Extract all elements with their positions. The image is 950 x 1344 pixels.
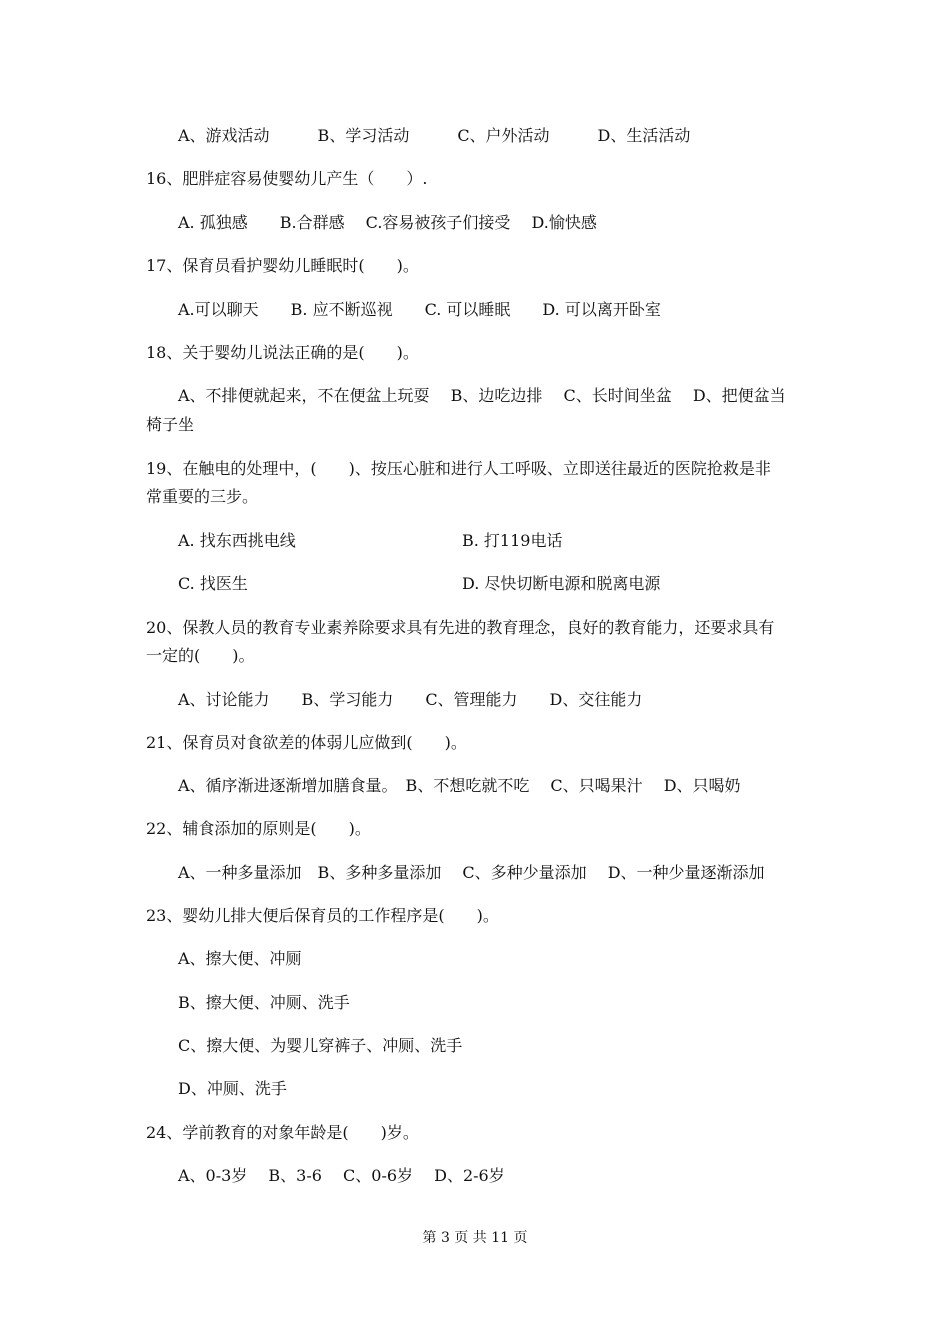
q23-question: 23、婴幼儿排大便后保育员的工作程序是( )。 (146, 906, 499, 925)
q21-options: A、循序渐进逐渐增加膳食量。 B、不想吃就不吃 C、只喝果汁 D、只喝奶 (178, 776, 741, 795)
q19-option-a: A. 找东西挑电线 (178, 531, 296, 550)
q23-option-d: D、冲厕、洗手 (178, 1079, 287, 1098)
q20-question-line2: 一定的( )。 (146, 646, 255, 665)
q19-option-d: D. 尽快切断电源和脱离电源 (462, 574, 661, 593)
q17-question: 17、保育员看护婴幼儿睡眠时( )。 (146, 256, 419, 275)
q18-options-line2: 椅子坐 (146, 415, 195, 434)
q22-options: A、一种多量添加 B、多种多量添加 C、多种少量添加 D、一种少量逐渐添加 (178, 863, 765, 882)
q15-options: A、游戏活动 B、学习活动 C、户外活动 D、生活活动 (178, 126, 691, 145)
q21-question: 21、保育员对食欲差的体弱儿应做到( )。 (146, 733, 467, 752)
q24-question: 24、学前教育的对象年龄是( )岁。 (146, 1123, 419, 1142)
q19-question-line1: 19、在触电的处理中，( )、按压心脏和进行人工呼吸、立即送往最近的医院抢救是非 (146, 459, 771, 478)
q18-question: 18、关于婴幼儿说法正确的是( )。 (146, 343, 419, 362)
q19-option-c: C. 找医生 (178, 574, 248, 593)
q23-option-a: A、擦大便、冲厕 (178, 949, 302, 968)
q17-options: A.可以聊天 B. 应不断巡视 C. 可以睡眠 D. 可以离开卧室 (178, 300, 661, 319)
page-number-footer: 第 3 页 共 11 页 (422, 1230, 528, 1246)
q16-options: A. 孤独感 B.合群感 C.容易被孩子们接受 D.愉快感 (178, 213, 597, 232)
q20-options: A、讨论能力 B、学习能力 C、管理能力 D、交往能力 (178, 690, 643, 709)
q23-option-c: C、擦大便、为婴儿穿裤子、冲厕、洗手 (178, 1036, 463, 1055)
q16-question: 16、肥胖症容易使婴幼儿产生（ ）. (146, 169, 428, 188)
q22-question: 22、辅食添加的原则是( )。 (146, 819, 371, 838)
q19-option-b: B. 打119电话 (462, 531, 563, 550)
q18-options-line1: A、不排便就起来，不在便盆上玩耍 B、边吃边排 C、长时间坐盆 D、把便盆当 (178, 386, 786, 405)
q24-options: A、0-3岁 B、3-6 C、0-6岁 D、2-6岁 (178, 1166, 505, 1185)
q19-question-line2: 常重要的三步。 (146, 487, 259, 506)
q23-option-b: B、擦大便、冲厕、洗手 (178, 993, 350, 1012)
q20-question-line1: 20、保教人员的教育专业素养除要求具有先进的教育理念，良好的教育能力，还要求具有 (146, 618, 775, 637)
